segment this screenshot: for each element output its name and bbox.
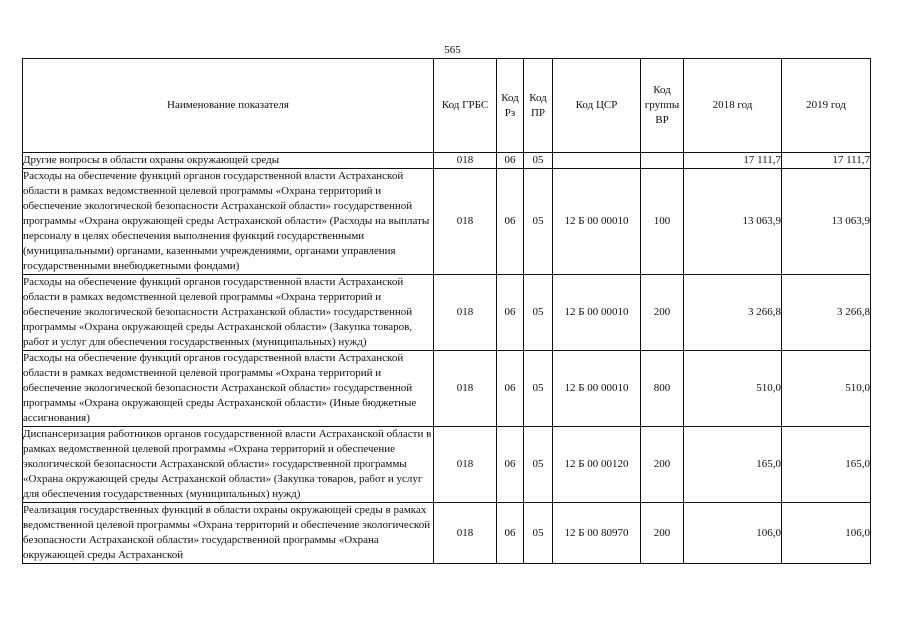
row-2019: 17 111,7	[782, 153, 871, 169]
row-csr: 12 Б 00 80970	[553, 503, 641, 564]
table-row	[23, 169, 871, 275]
table-header-row	[23, 59, 871, 153]
header-pr: Код ПР	[524, 59, 553, 153]
table-row	[23, 153, 871, 169]
row-2019: 13 063,9	[782, 169, 871, 275]
header-rz: Код Рз	[497, 59, 524, 153]
row-csr: 12 Б 00 00120	[553, 427, 641, 503]
row-vr	[641, 153, 684, 169]
row-rz: 06	[497, 153, 524, 169]
row-pr: 05	[524, 503, 553, 564]
row-name: Расходы на обеспечение функций органов государственной власти Астраханской области в рамках ведомственной целевой программы «Охрана территорий и обеспечение экологической безопасности Астраханской области» государственной программы «Охрана окружающей среды Астраханской области» (Закупка товаров, работ и услуг для обеспечения государственных (муниципальных) нужд)	[23, 275, 434, 351]
header-name: Наименование показателя	[23, 59, 434, 153]
row-name: Расходы на обеспечение функций органов государственной власти Астраханской области в рамках ведомственной целевой программы «Охрана территорий и обеспечение экологической безопасности Астраханской области» государственной программы «Охрана окружающей среды Астраханской области» (Иные бюджетные ассигнования)	[23, 351, 434, 427]
row-csr: 12 Б 00 00010	[553, 351, 641, 427]
row-grbs: 018	[434, 351, 497, 427]
row-rz: 06	[497, 169, 524, 275]
header-2019: 2019 год	[782, 59, 871, 153]
row-rz: 06	[497, 427, 524, 503]
row-grbs: 018	[434, 503, 497, 564]
row-grbs: 018	[434, 169, 497, 275]
row-2018: 510,0	[684, 351, 782, 427]
page-number: 565	[444, 44, 461, 56]
budget-table	[22, 58, 871, 564]
row-pr: 05	[524, 351, 553, 427]
row-csr: 12 Б 00 00010	[553, 275, 641, 351]
row-2018: 3 266,8	[684, 275, 782, 351]
row-name: Расходы на обеспечение функций органов государственной власти Астраханской области в рамках ведомственной целевой программы «Охрана территорий и обеспечение экологической безопасности Астраханской области» государственной программы «Охрана окружающей среды Астраханской области» (Расходы на выплаты персоналу в целях обеспечения выполнения функций государственными (муниципальными) органами, казенными учреждениями, органами управления государственными внебюджетными фондами)	[23, 169, 434, 275]
row-2019: 165,0	[782, 427, 871, 503]
row-csr	[553, 153, 641, 169]
row-name: Реализация государственных функций в области охраны окружающей среды в рамках ведомственной целевой программы «Охрана территорий и обеспечение экологической безопасности Астраханской области» государственной программы «Охрана окружающей среды Астраханской	[23, 503, 434, 564]
row-grbs: 018	[434, 427, 497, 503]
row-name: Другие вопросы в области охраны окружающей среды	[23, 153, 434, 169]
row-2018: 17 111,7	[684, 153, 782, 169]
row-csr: 12 Б 00 00010	[553, 169, 641, 275]
row-vr: 200	[641, 427, 684, 503]
row-vr: 200	[641, 503, 684, 564]
table-row	[23, 427, 871, 503]
row-rz: 06	[497, 503, 524, 564]
row-pr: 05	[524, 169, 553, 275]
row-2018: 165,0	[684, 427, 782, 503]
row-rz: 06	[497, 275, 524, 351]
table-row	[23, 351, 871, 427]
header-2018: 2018 год	[684, 59, 782, 153]
row-2018: 13 063,9	[684, 169, 782, 275]
row-name: Диспансеризация работников органов государственной власти Астраханской области в рамках ведомственной целевой программы «Охрана территорий и обеспечение экологической безопасности Астраханской области» государственной программы «Охрана окружающей среды Астраханской области» (Закупка товаров, работ и услуг для обеспечения государственных (муниципальных) нужд)	[23, 427, 434, 503]
row-grbs: 018	[434, 153, 497, 169]
row-pr: 05	[524, 427, 553, 503]
row-2018: 106,0	[684, 503, 782, 564]
table-row	[23, 275, 871, 351]
header-vr: Код группы ВР	[641, 59, 684, 153]
row-2019: 510,0	[782, 351, 871, 427]
row-grbs: 018	[434, 275, 497, 351]
table-row	[23, 503, 871, 564]
row-vr: 200	[641, 275, 684, 351]
row-vr: 800	[641, 351, 684, 427]
row-rz: 06	[497, 351, 524, 427]
row-2019: 3 266,8	[782, 275, 871, 351]
row-pr: 05	[524, 153, 553, 169]
row-pr: 05	[524, 275, 553, 351]
header-grbs: Код ГРБС	[434, 59, 497, 153]
row-vr: 100	[641, 169, 684, 275]
header-csr: Код ЦСР	[553, 59, 641, 153]
row-2019: 106,0	[782, 503, 871, 564]
